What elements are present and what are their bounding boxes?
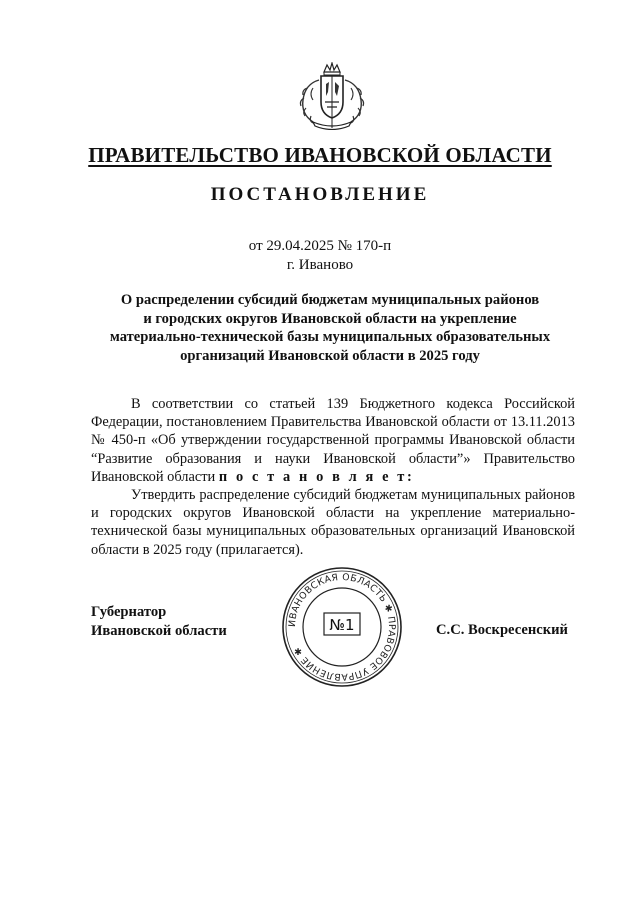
date-number: от 29.04.2025 № 170-п: [248, 238, 392, 254]
document-meta: [0, 237, 640, 275]
seal-number: №1: [329, 616, 355, 634]
seal-ring-text: ИВАНОВСКАЯ ОБЛАСТЬ ✱ ПРАВОВОЕ УПРАВЛЕНИЕ ✱: [286, 571, 398, 683]
round-seal-icon: [280, 565, 404, 689]
government-title: ПРАВИТЕЛЬСТВО ИВАНОВСКОЙ ОБЛАСТИ: [88, 143, 552, 167]
signer-position-line: Губернатор: [91, 604, 167, 620]
body-paragraph: [91, 395, 575, 486]
subject-line: О распределении субсидий бюджетам муниципальных районов: [120, 292, 540, 308]
document-type-heading: ПОСТАНОВЛЕНИЕ: [210, 184, 430, 205]
paragraph-text: Утвердить распределение субсидий бюджетам муниципальных районов и городских округов Ивановской области на укрепление материально-технической базы муниципальных образовательных организаций Ивановской области в 2025 году (прилагается).: [91, 487, 575, 558]
decree-word: п о с т а н о в л я е т:: [218, 468, 415, 485]
signer-position: [91, 603, 227, 640]
body-paragraph: [91, 486, 575, 559]
subject-line: организаций Ивановской области в 2025 году: [180, 347, 480, 364]
paragraph-text: В соответствии со статьей 139 Бюджетного кодекса Российской Федерации, постановлением Правительства Ивановской области от 13.11.2013 № 450-п «Об утверждении государственной программы Ивановской области “Развитие образования и науки Ивановской области”» Правительство Ивановской области: [91, 396, 575, 485]
document-body: [91, 395, 575, 559]
signer-position-line: Ивановской области: [91, 622, 227, 639]
subject-line: и городских округов Ивановской области на укрепление: [143, 310, 517, 327]
coat-of-arms-icon: [291, 62, 373, 130]
subject-heading: [85, 291, 575, 365]
city: г. Иваново: [286, 257, 354, 273]
signer-name: С.С. Воскресенский: [436, 622, 568, 638]
subject-line: материально-технической базы муниципальных образовательных: [109, 329, 551, 345]
